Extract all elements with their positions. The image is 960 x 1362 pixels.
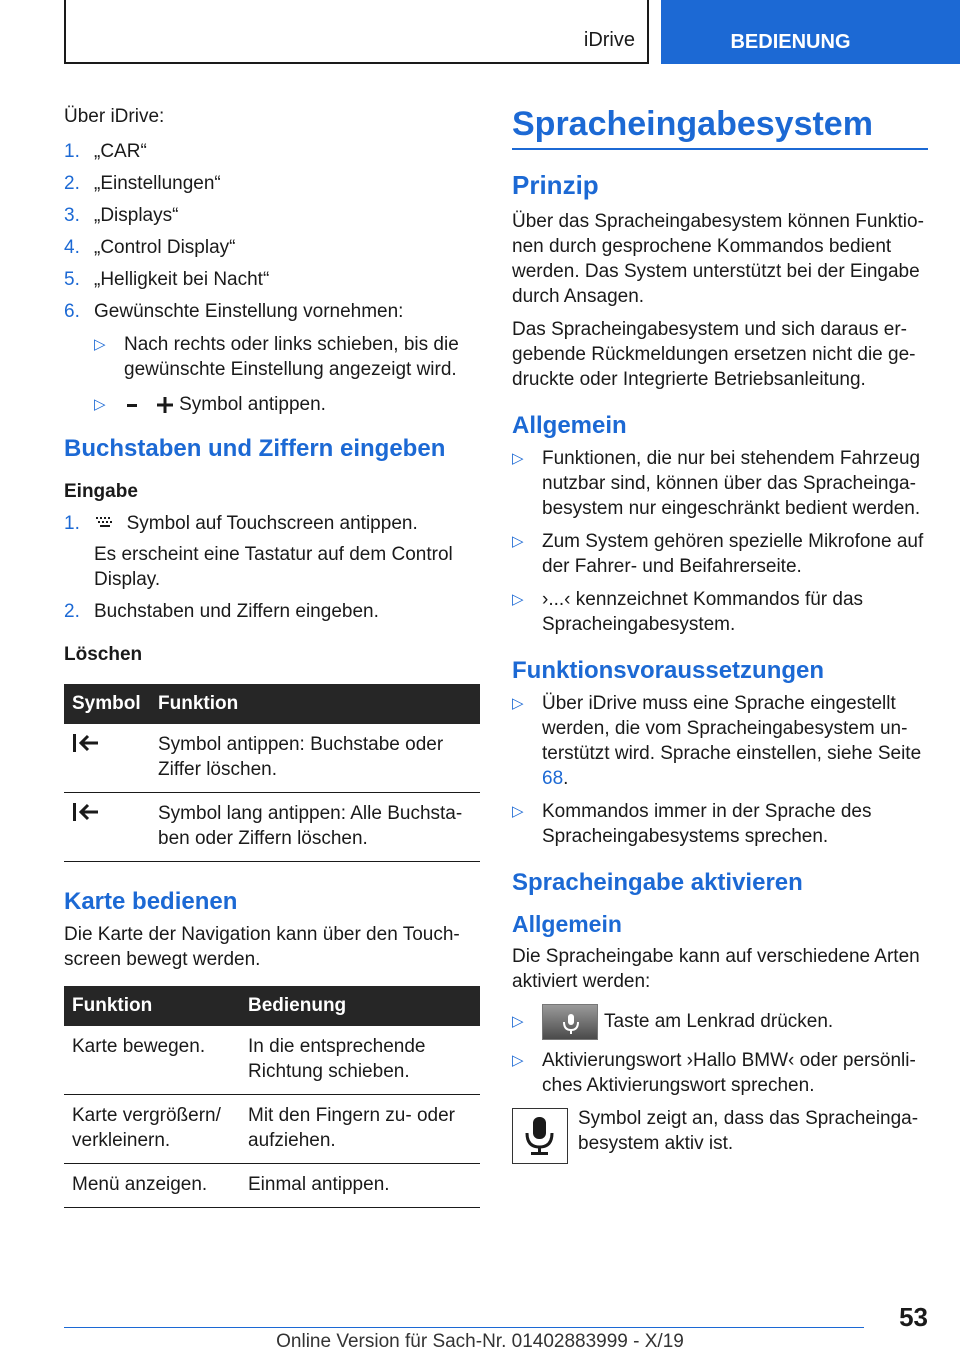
heading-karte: Karte bedienen [64, 888, 238, 915]
list-item [94, 392, 480, 417]
list-item [64, 599, 480, 624]
list-item [64, 203, 480, 228]
step-text: „CAR“ [94, 141, 147, 162]
list-item [64, 171, 480, 196]
left-column [64, 100, 480, 1208]
table-cell [64, 724, 150, 793]
table-row [64, 1095, 480, 1164]
list-item [64, 299, 480, 417]
heading-eingabe: Eingabe [64, 481, 138, 502]
table-cell [64, 793, 150, 862]
eingabe-steps [64, 511, 480, 624]
table-header-cell: Symbol [64, 684, 150, 724]
heading-allgemein-2: Allgemein [512, 911, 622, 937]
allgemein-list [512, 446, 928, 637]
list-item [64, 511, 480, 592]
steering-mic-button-icon [542, 1004, 598, 1040]
aktivieren-text: Die Spracheingabe kann auf verschiedene Arten aktiviert werden: [512, 946, 920, 992]
list-item-text: . [563, 768, 569, 789]
step-text: „Control Display“ [94, 237, 236, 258]
substep-text: Symbol antippen. [179, 394, 326, 415]
heading-loeschen: Löschen [64, 644, 143, 665]
list-item [512, 587, 928, 637]
table-cell: Karte vergrößern/ verkleinern. [64, 1095, 240, 1164]
heading-prinzip: Prinzip [512, 170, 599, 200]
plus-icon [156, 396, 174, 414]
right-column [512, 102, 928, 1166]
step-number: 3. [64, 205, 80, 226]
list-item-text: Aktivierungswort ›Hallo BMW‹ oder persönli-ches Aktivierungswort sprechen. [542, 1050, 916, 1097]
table-header-cell: Funktion [150, 684, 480, 724]
triangle-bullet-icon: ▷ [512, 591, 524, 608]
list-item-text: Über iDrive muss eine Sprache eingestellt werden, die vom Spracheingabesystem un-terstützt wird. Sprache einstellen, siehe Seite [542, 693, 922, 764]
triangle-bullet-icon: ▷ [512, 533, 524, 550]
step-text: „Helligkeit bei Nacht“ [94, 269, 270, 290]
mic-note-text: Symbol zeigt an, dass das Spracheinga-besystem aktiv ist. [578, 1108, 919, 1155]
step-subtext: Es erscheint eine Tastatur auf dem Control Display. [94, 544, 453, 590]
step-text: „Displays“ [94, 205, 179, 226]
list-item [512, 529, 928, 579]
page-link[interactable]: 68 [542, 768, 564, 789]
triangle-bullet-icon: ▷ [512, 1052, 524, 1070]
loeschen-table [64, 684, 480, 862]
list-item-text: Kommandos immer in der Sprache des Spracheingabesystems sprechen. [542, 801, 872, 847]
microphone-icon [512, 1108, 568, 1164]
table-header-row [64, 986, 480, 1026]
table-cell: In die entsprechende Richtung schieben. [240, 1026, 480, 1095]
table-row [64, 1164, 480, 1208]
triangle-bullet-icon: ▷ [94, 396, 106, 413]
list-item [512, 446, 928, 521]
step-number: 6. [64, 301, 80, 322]
heading-funktionsvoraussetzungen: Funktionsvoraussetzungen [512, 657, 825, 684]
heading-aktivieren: Spracheingabe aktivieren [512, 869, 803, 896]
table-header-cell: Funktion [64, 986, 240, 1026]
table-cell: Symbol lang antippen: Alle Buchsta-ben oder Ziffern löschen. [150, 793, 480, 862]
substep-text: Nach rechts oder links schieben, bis die gewünschte Einstellung angezeigt wird. [124, 334, 459, 380]
footer-divider [64, 1327, 864, 1328]
step-number: 1. [64, 513, 80, 534]
list-item-text: Taste am Lenkrad drücken. [604, 1011, 834, 1033]
intro-text: Über iDrive: [64, 106, 165, 127]
step-number: 5. [64, 269, 80, 290]
table-cell: Einmal antippen. [240, 1164, 480, 1208]
page-title: Spracheingabesystem [512, 102, 928, 150]
table-row [64, 1026, 480, 1095]
karte-table [64, 986, 480, 1208]
aktivieren-list [512, 1004, 928, 1098]
heading-allgemein: Allgemein [512, 412, 627, 439]
substeps-list [94, 332, 480, 417]
page-number: 53 [899, 1302, 928, 1332]
mic-note [512, 1106, 928, 1166]
step-number: 1. [64, 141, 80, 162]
table-row [64, 724, 480, 793]
list-item [512, 1048, 928, 1098]
funktionsvor-list [512, 691, 928, 849]
step-number: 2. [64, 601, 80, 622]
triangle-bullet-icon: ▷ [94, 336, 106, 353]
list-item-text: ›...‹ kennzeichnet Kommandos für das Spracheingabesystem. [542, 589, 864, 635]
step-text: Buchstaben und Ziffern eingeben. [94, 601, 379, 622]
minus-icon [124, 397, 140, 413]
footer-text: Online Version für Sach-Nr. 01402883999 - X/19 [276, 1331, 684, 1352]
step-text: Symbol auf Touchscreen antippen. [126, 513, 418, 534]
table-cell: Karte bewegen. [64, 1026, 240, 1095]
prinzip-paragraph: Über das Spracheingabesystem können Funktio-nen durch gesprochene Kommandos bedient werden. Das System unterstützt bei der Eingabe durch Ansagen. [512, 211, 924, 307]
header-chapter: BEDIENUNG [661, 0, 960, 64]
prinzip-paragraph: Das Spracheingabesystem und sich daraus er-gebende Rückmeldungen ersetzen nicht die ge-druckte oder Integrierte Betriebsanleitung. [512, 319, 916, 390]
list-item [64, 139, 480, 164]
table-cell: Mit den Fingern zu- oder aufziehen. [240, 1095, 480, 1164]
triangle-bullet-icon: ▷ [512, 695, 524, 712]
triangle-bullet-icon: ▷ [512, 1013, 524, 1030]
steps-list [64, 139, 480, 417]
list-item [512, 1004, 928, 1040]
header-section: iDrive [583, 29, 635, 51]
list-item [94, 332, 480, 382]
list-item-text: Zum System gehören spezielle Mikrofone auf der Fahrer- und Beifahrerseite. [542, 531, 924, 577]
table-header-cell: Bedienung [240, 986, 480, 1026]
table-cell: Symbol antippen: Buchstabe oder Ziffer löschen. [150, 724, 480, 793]
step-text: „Einstellungen“ [94, 173, 221, 194]
triangle-bullet-icon: ▷ [512, 450, 524, 467]
keyboard-icon [94, 516, 116, 532]
list-item [64, 267, 480, 292]
karte-text: Die Karte der Navigation kann über den Touch-screen bewegt werden. [64, 924, 460, 970]
triangle-bullet-icon: ▷ [512, 803, 524, 820]
list-item [64, 235, 480, 260]
table-row [64, 793, 480, 862]
step-number: 2. [64, 173, 80, 194]
list-item-text: Funktionen, die nur bei stehendem Fahrzeug nutzbar sind, können über das Spracheinga-besystem nur eingeschränkt bedient werden. [542, 448, 921, 519]
list-item [512, 691, 928, 791]
backspace-icon [72, 801, 100, 823]
table-header-row [64, 684, 480, 724]
header-box [64, 0, 649, 64]
step-text: Gewünschte Einstellung vornehmen: [94, 301, 404, 322]
heading-buchstaben: Buchstaben und Ziffern eingeben [64, 435, 446, 462]
backspace-icon [72, 732, 100, 754]
step-number: 4. [64, 237, 80, 258]
table-cell: Menü anzeigen. [64, 1164, 240, 1208]
list-item [512, 799, 928, 849]
